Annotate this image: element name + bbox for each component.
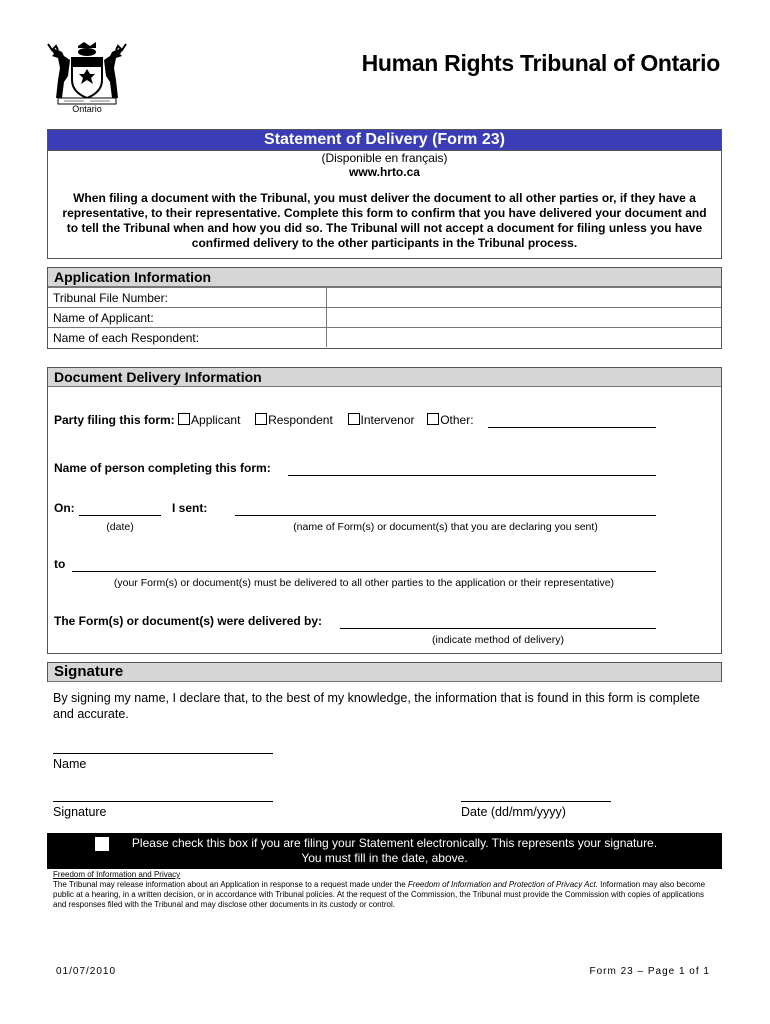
form-intro-section	[47, 129, 722, 259]
privacy-text-part-1: The Tribunal may release information about an Application in response to a request made under the	[53, 880, 408, 889]
signature-label: Signature	[53, 805, 107, 819]
intervenor-option-label: Intervenor	[360, 413, 415, 427]
respondent-names-label: Name of each Respondent:	[48, 328, 327, 348]
signature-date-label: Date (dd/mm/yyyy)	[461, 805, 566, 819]
other-checkbox[interactable]	[427, 413, 439, 425]
respondent-option-label: Respondent	[268, 413, 333, 427]
party-filing-label: Party filing this form:	[54, 413, 175, 427]
signature-field[interactable]	[53, 801, 273, 802]
applicant-checkbox[interactable]	[178, 413, 190, 425]
person-completing-field[interactable]	[288, 475, 656, 476]
name-field[interactable]	[53, 753, 273, 754]
document-delivery-heading: Document Delivery Information	[48, 368, 721, 387]
table-row	[48, 308, 721, 328]
signature-declaration: By signing my name, I declare that, to the best of my knowledge, the information that is found in this form is complete and accurate.	[53, 691, 700, 721]
respondent-checkbox[interactable]	[255, 413, 267, 425]
footer-page-number: Form 23 – Page 1 of 1	[589, 966, 710, 977]
logo-caption: Ontario	[72, 104, 102, 114]
respondent-names-field[interactable]	[327, 328, 722, 348]
privacy-text	[53, 880, 718, 910]
date-hint: (date)	[106, 521, 134, 533]
person-completing-label: Name of person completing this form:	[54, 461, 271, 475]
applicant-option-label: Applicant	[191, 413, 241, 427]
french-availability: (Disponible en français)	[321, 151, 448, 165]
page-title: Human Rights Tribunal of Ontario	[361, 50, 720, 76]
footer-date: 01/07/2010	[56, 966, 117, 977]
delivery-method-hint: (indicate method of delivery)	[432, 634, 564, 646]
signature-section	[47, 662, 722, 682]
recipients-field[interactable]	[72, 571, 656, 572]
tribunal-file-number-label: Tribunal File Number:	[48, 288, 327, 308]
electronic-filing-checkbox[interactable]	[95, 837, 109, 851]
delivery-date-field[interactable]	[79, 515, 161, 516]
signature-date-field[interactable]	[461, 801, 611, 802]
other-option-label: Other:	[440, 413, 474, 427]
privacy-act-name: Freedom of Information and Protection of Privacy Act.	[407, 880, 598, 889]
electronic-filing-bar	[47, 833, 722, 869]
document-delivery-section	[47, 367, 722, 654]
documents-sent-hint: (name of Form(s) or document(s) that you are declaring you sent)	[293, 521, 598, 533]
recipients-hint: (your Form(s) or document(s) must be delivered to all other parties to the application or their representative)	[113, 577, 615, 589]
delivery-method-field[interactable]	[340, 628, 656, 629]
signature-heading: Signature	[48, 663, 721, 682]
electronic-filing-line-1: Please check this box if you are filing your Statement electronically. This represents your signature.	[131, 836, 658, 850]
privacy-text-part-2: Information may also become public at a hearing, in a written decision, or in accordance with Tribunal policies. At the request of the Commission, the Tribunal must provide the Commission with copies of applications and responses filed with the Tribunal and may disclose other documents in its custody or control.	[53, 880, 706, 909]
application-table	[48, 287, 721, 347]
applicant-name-field[interactable]	[327, 308, 722, 328]
privacy-heading: Freedom of Information and Privacy	[53, 870, 181, 879]
tribunal-file-number-field[interactable]	[327, 288, 722, 308]
table-row	[48, 288, 721, 308]
applicant-name-label: Name of Applicant:	[48, 308, 327, 328]
intervenor-checkbox[interactable]	[348, 413, 360, 425]
delivery-method-label: The Form(s) or document(s) were delivered by:	[54, 614, 323, 628]
party-filing-row	[54, 413, 474, 427]
sent-label: I sent:	[172, 501, 208, 515]
name-label: Name	[53, 757, 87, 771]
website-link[interactable]: www.hrto.ca	[349, 165, 420, 179]
documents-sent-field[interactable]	[235, 515, 656, 516]
intro-text: When filing a document with the Tribunal, you must deliver the document to all other parties or, if they have a representative, to their representative. Complete this form to confirm that you have delivered your document and to tell the Tribunal when and how you did so. The Tribunal will not accept a document for filing unless you have confirmed delivery to the other participants in the Tribunal process.	[62, 191, 707, 250]
form-title: Statement of Delivery (Form 23)	[48, 130, 721, 151]
application-information-heading: Application Information	[48, 268, 721, 287]
on-date-label: On:	[54, 501, 75, 515]
other-party-field[interactable]	[488, 427, 656, 428]
application-information-section	[47, 267, 722, 349]
table-row	[48, 328, 721, 348]
electronic-filing-line-2: You must fill in the date, above.	[301, 851, 468, 865]
to-label: to	[54, 557, 66, 571]
privacy-notice	[53, 870, 718, 910]
